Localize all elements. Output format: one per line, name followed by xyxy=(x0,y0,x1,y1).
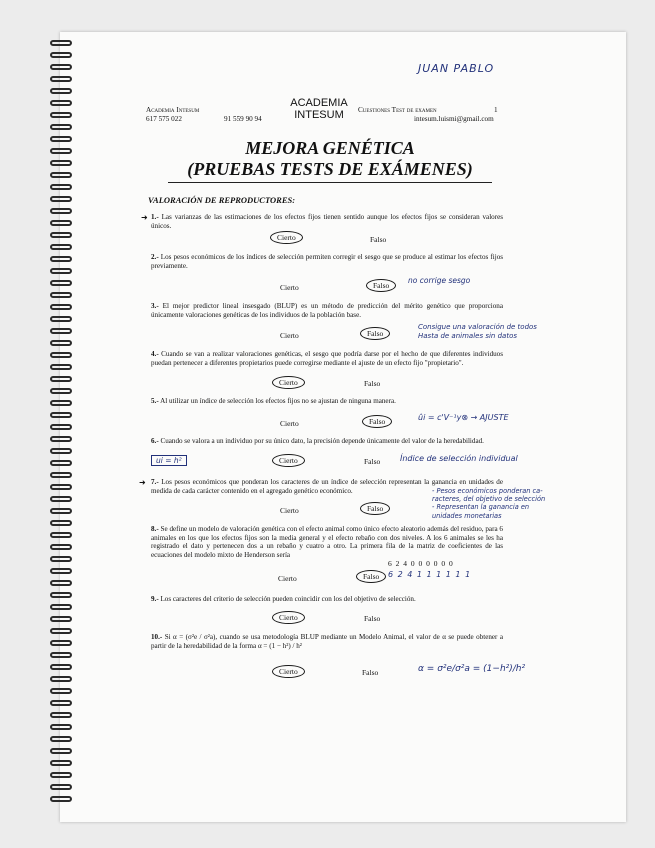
question-text: Los pesos económicos que ponderan los caracteres de un índice de selección representan la ganancia en unidades de medida de cada carácter contenido en el agregado genético económico. xyxy=(151,478,503,495)
question-text: Se define un modelo de valoración genética con el efecto animal como único efecto aleatorio además del residuo, para 6 animales en los que los efectos fijos son la media general y el efecto rebaño con dos niveles. A los 6 animales se les ha registrado el dato y pertenecen dos a un rebaño y cuatro a otro. La primera fila de la matriz de coeficientes de las ecuaciones del modelo mixto de Henderson sería xyxy=(151,525,503,559)
answer-false-q6[interactable] xyxy=(364,457,380,466)
answer-label: Falso xyxy=(360,327,390,340)
spiral-coil xyxy=(50,748,72,754)
spiral-coil xyxy=(50,640,72,646)
spiral-coil xyxy=(50,784,72,790)
question-text: Los pesos económicos de los índices de selección permiten corregir el sesgo que se produce al estimar los efectos fijos previamente. xyxy=(151,253,503,270)
question-3 xyxy=(151,302,503,319)
answer-true-q2[interactable] xyxy=(280,283,299,292)
handwritten-name: JUAN PABLO xyxy=(418,62,495,75)
question-text: Cuando se van a realizar valoraciones genéticas, el sesgo que podría darse por el hecho de que diferentes individuos puedan pertenecer a diferentes propietarios puede corregirse mediante el ajuste de un efecto fijo "propietario". xyxy=(151,350,503,367)
header-academy-name: Academia Intesum xyxy=(146,106,200,114)
spiral-coil xyxy=(50,292,72,298)
spiral-coil xyxy=(50,268,72,274)
spiral-coil xyxy=(50,352,72,358)
answer-true-q8[interactable] xyxy=(278,574,297,583)
header-phone-1: 617 575 022 xyxy=(146,115,182,123)
note-line: racteres, del objetivo de selección xyxy=(432,495,546,504)
spiral-coil xyxy=(50,796,72,802)
spiral-coil xyxy=(50,172,72,178)
answer-false-q5[interactable] xyxy=(362,417,392,426)
answer-label: Falso xyxy=(364,379,381,388)
handwritten-note-q2: no corrige sesgo xyxy=(408,276,471,285)
handwritten-note-q5: ûi = c'V⁻¹y⊗ → AJUSTE xyxy=(418,413,509,422)
answer-false-q4[interactable] xyxy=(364,379,380,388)
note-line: Hasta de animales sin datos xyxy=(418,332,517,340)
spiral-coil xyxy=(50,484,72,490)
spiral-coil xyxy=(50,568,72,574)
spiral-coil xyxy=(50,304,72,310)
spiral-coil xyxy=(50,604,72,610)
note-line: unidades monetarias xyxy=(432,511,502,520)
spiral-coil xyxy=(50,184,72,190)
spiral-coil xyxy=(50,496,72,502)
answer-false-q2[interactable] xyxy=(366,281,396,290)
answer-label: Cierto xyxy=(280,331,299,340)
question-2 xyxy=(151,253,503,270)
spiral-coil xyxy=(50,772,72,778)
spiral-coil xyxy=(50,532,72,538)
spiral-coil xyxy=(50,160,72,166)
spiral-coil xyxy=(50,652,72,658)
spiral-coil xyxy=(50,448,72,454)
question-number: 4.- xyxy=(151,350,159,358)
answer-label: Cierto xyxy=(280,506,299,515)
answer-true-q3[interactable] xyxy=(280,331,299,340)
spiral-coil xyxy=(50,64,72,70)
spiral-coil xyxy=(50,592,72,598)
spiral-coil xyxy=(50,424,72,430)
spiral-coil xyxy=(50,376,72,382)
note-line: - Representan la ganancia en xyxy=(432,503,530,512)
handwritten-note-q8: 6 2 4 1 1 1 1 1 1 xyxy=(388,570,472,579)
answer-label: Cierto xyxy=(278,574,297,583)
handwritten-note-q7 xyxy=(432,487,545,520)
answer-false-q10[interactable] xyxy=(362,668,378,677)
question-number: 6.- xyxy=(151,437,159,445)
spiral-coil xyxy=(50,580,72,586)
answer-label: Cierto xyxy=(272,611,305,624)
question-text: Cuando se valora a un individuo por su único dato, la precisión depende únicamente del valor de la heredabilidad. xyxy=(160,437,484,445)
header-exam-label: Cuestiones Test de examen xyxy=(358,106,437,114)
answer-label: Cierto xyxy=(280,283,299,292)
header-phone-2: 91 559 90 94 xyxy=(224,115,262,123)
spiral-coil xyxy=(50,556,72,562)
answer-label: Cierto xyxy=(272,454,305,467)
spiral-coil xyxy=(50,664,72,670)
spiral-coil xyxy=(50,724,72,730)
spiral-coil xyxy=(50,412,72,418)
spiral-coil xyxy=(50,628,72,634)
answer-true-q5[interactable] xyxy=(280,419,299,428)
handwritten-note-q3 xyxy=(418,323,537,341)
answer-true-q1[interactable] xyxy=(270,233,303,242)
spiral-coil xyxy=(50,256,72,262)
spiral-coil xyxy=(50,232,72,238)
spiral-coil xyxy=(50,388,72,394)
spiral-coil xyxy=(50,472,72,478)
arrow-marker-q1: ➜ xyxy=(141,213,148,222)
question-8 xyxy=(151,525,503,559)
question-number: 3.- xyxy=(151,302,159,310)
section-title: VALORACIÓN DE REPRODUCTORES: xyxy=(148,195,296,205)
answer-label: Cierto xyxy=(272,376,305,389)
spiral-coil xyxy=(50,88,72,94)
question-4 xyxy=(151,350,503,367)
question-text: El mejor predictor lineal insesgado (BLUP) es un método de predicción del mérito genético que proporciona únicamente valoraciones genéticas de los individuos de la población base. xyxy=(151,302,503,319)
spiral-coil xyxy=(50,316,72,322)
spiral-coil xyxy=(50,196,72,202)
question-text: Al utilizar un índice de selección los efectos fijos no se ajustan de ninguna manera. xyxy=(160,397,396,405)
spiral-coil xyxy=(50,676,72,682)
answer-label: Falso xyxy=(364,457,381,466)
answer-true-q6[interactable] xyxy=(272,456,305,465)
answer-label: Cierto xyxy=(280,419,299,428)
question-5 xyxy=(151,397,503,406)
spiral-coil xyxy=(50,112,72,118)
answer-label: Falso xyxy=(360,502,390,515)
header-email: intesum.luismi@gmail.com xyxy=(414,115,494,123)
spiral-coil xyxy=(50,508,72,514)
spiral-coil xyxy=(50,712,72,718)
question-number: 5.- xyxy=(151,397,159,405)
answer-false-q9[interactable] xyxy=(364,614,380,623)
answer-label: Cierto xyxy=(270,231,303,244)
answer-false-q7[interactable] xyxy=(360,504,390,513)
spiral-coil xyxy=(50,460,72,466)
answer-true-q7[interactable] xyxy=(280,506,299,515)
handwritten-note-q10: α = σ²e/σ²a = (1−h²)/h² xyxy=(418,664,526,674)
spiral-coil xyxy=(50,700,72,706)
spiral-coil xyxy=(50,436,72,442)
answer-true-q10[interactable] xyxy=(272,667,305,676)
arrow-marker-q7: ➜ xyxy=(139,478,146,487)
handwritten-box-q6: ui = h² xyxy=(151,455,187,466)
answer-true-q4[interactable] xyxy=(272,378,305,387)
question-number: 1.- xyxy=(151,213,159,221)
answer-false-q8[interactable] xyxy=(356,572,386,581)
answer-label: Cierto xyxy=(272,665,305,678)
question-number: 2.- xyxy=(151,253,159,261)
logo-line-2: INTESUM xyxy=(294,109,344,121)
spiral-coil xyxy=(50,136,72,142)
question-10 xyxy=(151,633,503,650)
answer-false-q1[interactable] xyxy=(370,235,386,244)
spiral-coil xyxy=(50,76,72,82)
spiral-coil xyxy=(50,544,72,550)
question-6 xyxy=(151,437,503,446)
spiral-coil xyxy=(50,520,72,526)
note-line: Consigue una valoración de todos xyxy=(418,323,537,331)
spiral-coil xyxy=(50,688,72,694)
answer-label: Falso xyxy=(362,668,379,677)
spiral-coil xyxy=(50,148,72,154)
spiral-coil xyxy=(50,328,72,334)
spiral-coil xyxy=(50,220,72,226)
answer-label: Falso xyxy=(362,415,392,428)
answer-label: Falso xyxy=(370,235,387,244)
answer-false-q3[interactable] xyxy=(360,329,390,338)
question-number: 8.- xyxy=(151,525,159,533)
question-number: 10.- xyxy=(151,633,163,641)
spiral-coil xyxy=(50,280,72,286)
question-number: 9.- xyxy=(151,595,159,603)
logo xyxy=(284,97,354,121)
question-1 xyxy=(151,213,503,230)
spiral-coil xyxy=(50,52,72,58)
spiral-coil xyxy=(50,244,72,250)
title-divider xyxy=(168,182,492,183)
page-subtitle: (PRUEBAS TESTS DE EXÁMENES) xyxy=(187,159,473,179)
spiral-coil xyxy=(50,616,72,622)
spiral-coil xyxy=(50,100,72,106)
spiral-coil xyxy=(50,40,72,46)
spiral-binding xyxy=(50,40,74,810)
logo-line-1: ACADEMIA xyxy=(290,97,348,109)
question-number: 7.- xyxy=(151,478,159,486)
spiral-coil xyxy=(50,736,72,742)
spiral-coil xyxy=(50,760,72,766)
question-text: Las varianzas de las estimaciones de los efectos fijos tienen sentido aunque los efectos fijos se consideran valores únicos. xyxy=(151,213,503,230)
note-line: - Pesos económicos ponderan ca- xyxy=(432,487,543,495)
answer-label: Falso xyxy=(364,614,381,623)
question-text: Los caracteres del criterio de selección pueden coincidir con los del objetivo de selección. xyxy=(160,595,416,603)
spiral-coil xyxy=(50,364,72,370)
answer-label: Falso xyxy=(366,279,396,292)
matrix-row-printed: 6 2 4 0 0 0 0 0 0 xyxy=(388,559,454,568)
question-text: Si α = (σ²e / σ²a), cuando se usa metodología BLUP mediante un Modelo Animal, el valor de α se puede obtener a partir de la heredabilidad de la forma α = (1 − h²) / h² xyxy=(151,633,503,650)
answer-label: Falso xyxy=(356,570,386,583)
answer-true-q9[interactable] xyxy=(272,613,305,622)
spiral-coil xyxy=(50,208,72,214)
spiral-coil xyxy=(50,340,72,346)
question-9 xyxy=(151,595,503,604)
page-number: 1 xyxy=(494,106,498,114)
spiral-coil xyxy=(50,400,72,406)
handwritten-note-q6: Índice de selección individual xyxy=(400,454,518,463)
spiral-coil xyxy=(50,124,72,130)
page-title: MEJORA GENÉTICA xyxy=(245,138,415,158)
